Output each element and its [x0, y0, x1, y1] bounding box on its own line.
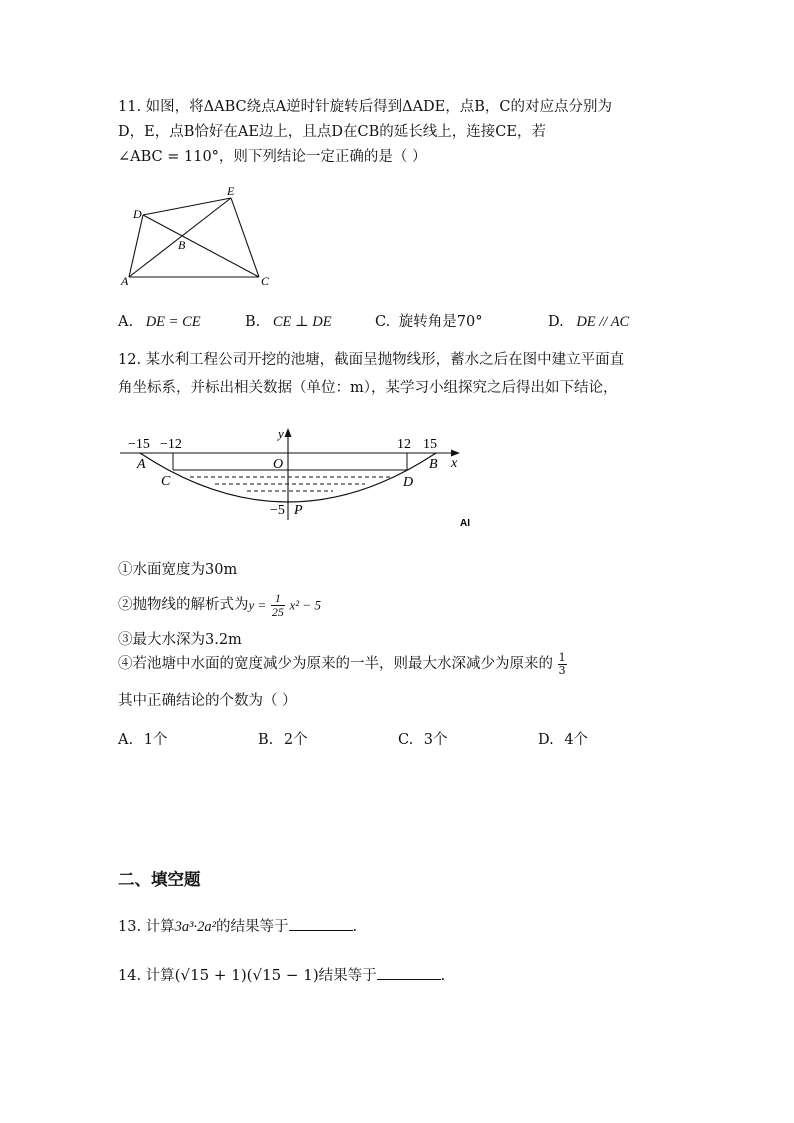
segment-ec	[231, 198, 259, 277]
label-a: A	[137, 457, 146, 472]
q12-statement-3: ③最大水深为3.2m	[118, 632, 242, 648]
q12-statement-2: ②抛物线的解析式为y = $\frac{1}{25}$ x² − 5	[118, 591, 321, 619]
y-axis-arrow-icon	[285, 428, 292, 437]
q12-option-a: A. 1个	[118, 732, 168, 748]
label-d: D	[403, 475, 414, 490]
label-e: E	[227, 184, 235, 198]
q11-option-c: C. 旋转角是70°	[375, 314, 483, 330]
label-c: C	[161, 474, 171, 489]
q12-option-d: D. 4个	[538, 732, 589, 748]
label-c: C	[261, 274, 270, 288]
q11-option-d: D. DE // AC	[548, 314, 630, 330]
q11-quadrilateral-figure	[115, 182, 285, 292]
q12-line1: 12. 某水利工程公司开挖的池塘，截面呈抛物线形，蓄水之后在图中建立平面直	[118, 352, 625, 368]
watermark-text: AI	[460, 518, 470, 529]
q11-line3: ∠ABC = 110°，则下列结论一定正确的是（ ）	[118, 149, 427, 165]
tick-neg12: −12	[160, 437, 182, 452]
label-a: A	[121, 274, 129, 288]
y-axis-label: y	[278, 426, 284, 441]
label-b: B	[429, 457, 438, 472]
q11-line2: D，E，点B恰好在AE边上，且点D在CB的延长线上，连接CE，若	[118, 124, 546, 140]
x-axis-label: x	[451, 456, 458, 471]
q11-line1: 11. 如图，将ΔABC绕点A逆时针旋转后得到ΔADE，点B，C的对应点分别为	[118, 99, 613, 115]
label-p: P	[294, 503, 303, 518]
fraction-1-3: $\frac{1}{3}$	[558, 651, 566, 677]
tick-neg15: −15	[128, 437, 150, 452]
tick-12: 12	[397, 437, 411, 452]
q13: 13. 计算3a³·2a²的结果等于 .	[118, 919, 358, 935]
label-b: B	[178, 238, 186, 252]
q12-question: 其中正确结论的个数为（ ）	[118, 693, 297, 709]
q12-statement-4: ④若池塘中水面的宽度减少为原来的一半，则最大水深减少为原来的 $\frac{1}{3}$	[118, 651, 566, 677]
segment-dc	[143, 215, 259, 277]
q12-option-c: C. 3个	[398, 732, 448, 748]
fraction-1-25: $\frac{1}{25}$	[271, 591, 284, 619]
q11-option-b: B. CE ⊥ DE	[245, 314, 332, 330]
q13-answer-blank[interactable]	[289, 918, 353, 931]
q14-answer-blank[interactable]	[377, 967, 441, 980]
label-d: D	[133, 207, 142, 221]
q12-line2: 角坐标系，并标出相关数据（单位：m），某学习小组探究之后得出如下结论，	[118, 380, 618, 396]
label-origin: O	[273, 457, 284, 472]
q14: 14. 计算(√15 + 1)(√15 − 1)结果等于 .	[118, 966, 446, 984]
q11-option-a: A. DE = CE	[118, 314, 201, 330]
label-depth: −5	[270, 503, 285, 518]
section-title: 二、填空题	[118, 870, 201, 889]
q12-option-b: B. 2个	[258, 732, 308, 748]
q12-statement-1: ①水面宽度为30m	[118, 562, 238, 578]
tick-15: 15	[423, 437, 437, 452]
segment-de	[143, 198, 231, 215]
q12-parabola-figure	[115, 420, 475, 530]
